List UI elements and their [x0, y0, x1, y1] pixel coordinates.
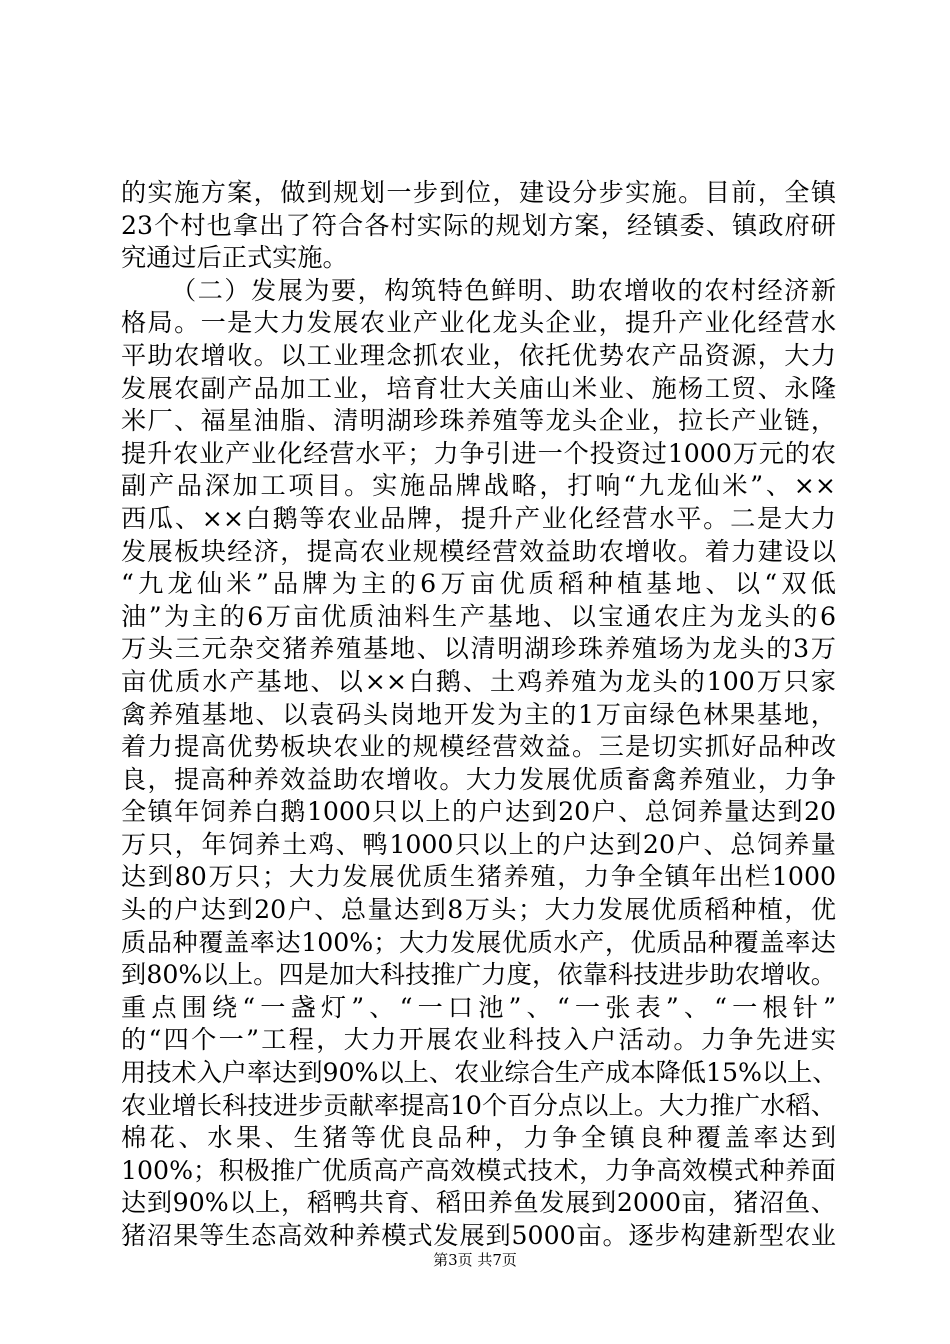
text-line: 着力提高优势板块农业的规模经营效益。三是切实抓好品种改: [121, 732, 836, 762]
text-line: 西瓜、××白鹅等农业品牌，提升产业化经营水平。二是大力: [121, 503, 836, 533]
text-line: 达到90%以上，稻鸭共育、稻田养鱼发展到2000亩，猪沼鱼、: [121, 1188, 836, 1218]
text-line: 禽养殖基地、以袁码头岗地开发为主的1万亩绿色林果基地，: [121, 699, 836, 729]
text-line: “九龙仙米”品牌为主的6万亩优质稻种植基地、以“双低: [121, 569, 836, 599]
text-line: 农业增长科技进步贡献率提高10个百分点以上。大力推广水稻、: [121, 1090, 836, 1120]
text-line: 23个村也拿出了符合各村实际的规划方案，经镇委、镇政府研: [121, 210, 836, 240]
text-line: 究通过后正式实施。: [121, 243, 348, 273]
text-line: 良，提高种养效益助农增收。大力发展优质畜禽养殖业，力争: [121, 764, 836, 794]
text-line: （二）发展为要，构筑特色鲜明、助农增收的农村经济新: [171, 275, 836, 305]
text-line: 格局。一是大力发展农业产业化龙头企业，提升产业化经营水: [121, 308, 836, 338]
text-line: 发展板块经济，提高农业规模经营效益助农增收。着力建设以: [121, 536, 836, 566]
text-line: 猪沼果等生态高效种养模式发展到5000亩。逐步构建新型农业: [121, 1221, 836, 1250]
text-line: 平助农增收。以工业理念抓农业，依托优势农产品资源，大力: [121, 340, 836, 370]
text-line: 的实施方案，做到规划一步到位，建设分步实施。目前，全镇: [121, 178, 836, 207]
text-line: 棉花、水果、生猪等优良品种，力争全镇良种覆盖率达到: [121, 1123, 836, 1153]
text-line: 发展农副产品加工业，培育壮大关庙山米业、施杨工贸、永隆: [121, 373, 836, 403]
text-line: 副产品深加工项目。实施品牌战略，打响“九龙仙米”、××: [121, 471, 836, 501]
text-line: 达到80万只；大力发展优质生猪养殖，力争全镇年出栏1000: [121, 862, 836, 892]
text-line: 质品种覆盖率达100%；大力发展优质水产，优质品种覆盖率达: [121, 927, 836, 957]
text-line: 万头三元杂交猪养殖基地、以清明湖珍珠养殖场为龙头的3万: [121, 634, 836, 664]
text-line: 万只，年饲养土鸡、鸭1000只以上的户达到20户、总饲养量: [121, 829, 836, 859]
body-text: [121, 177, 836, 1253]
text-line: 的“四个一”工程，大力开展农业科技入户活动。力争先进实: [121, 1025, 836, 1055]
text-line: 提升农业产业化经营水平；力争引进一个投资过1000万元的农: [121, 438, 836, 468]
text-line: 全镇年饲养白鹅1000只以上的户达到20户、总饲养量达到20: [121, 797, 836, 827]
text-line: 重点围绕“一盏灯”、“一口池”、“一张表”、“一根针”: [121, 992, 836, 1022]
text-line: 100%；积极推广优质高产高效模式技术，力争高效模式种养面: [121, 1155, 836, 1185]
page-footer: 第3页 共7页: [433, 1251, 517, 1269]
text-line: 油”为主的6万亩优质油料生产基地、以宝通农庄为龙头的6: [121, 601, 836, 631]
text-line: 米厂、福星油脂、清明湖珍珠养殖等龙头企业，拉长产业链，: [121, 406, 836, 436]
text-line: 亩优质水产基地、以××白鹅、土鸡养殖为龙头的100万只家: [121, 666, 836, 696]
text-line: 用技术入户率达到90%以上、农业综合生产成本降低15%以上、: [121, 1058, 838, 1088]
text-line: 到80%以上。四是加大科技推广力度，依靠科技进步助农增收。: [121, 960, 836, 990]
text-line: 头的户达到20户、总量达到8万头；大力发展优质稻种植，优: [121, 895, 836, 925]
